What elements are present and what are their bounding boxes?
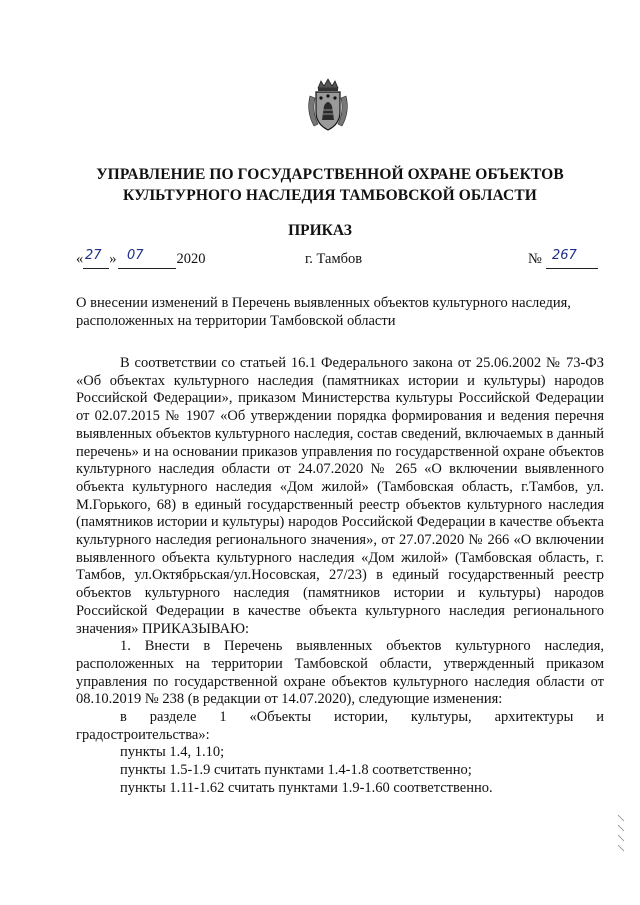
organization-name-line2: КУЛЬТУРНОГО НАСЛЕДИЯ ТАМБОВСКОЙ ОБЛАСТИ bbox=[123, 187, 537, 204]
document-number-underline bbox=[546, 268, 598, 269]
document-city: г. Тамбов bbox=[305, 251, 363, 267]
date-month-underline bbox=[118, 268, 176, 269]
subject-line1: О внесении изменений в Перечень выявленных объектов культурного наследия, bbox=[76, 295, 571, 311]
document-subject bbox=[76, 295, 604, 330]
date-year: 2020 bbox=[176, 251, 206, 267]
date-day-handwritten: 27 bbox=[85, 248, 102, 263]
document-type-title: ПРИКАЗ bbox=[288, 222, 352, 239]
body-paragraph-2: 1. Внести в Перечень выявленных объектов культурного наследия, расположенных на территории Тамбовской области, утвержденный приказом управления по государственной охране объектов культурного наследия области от 08.10.2019 № 238 (в редакции от 14.07.2020), следующие изменения: bbox=[76, 638, 604, 708]
document-number-label: № bbox=[528, 251, 542, 267]
date-month-handwritten: 07 bbox=[127, 248, 144, 263]
organization-name bbox=[60, 164, 600, 206]
body-paragraph-3: в разделе 1 «Объекты истории, культуры, архитектуры и градостроительства»: bbox=[76, 709, 604, 743]
body-paragraph-5: пункты 1.5-1.9 считать пунктами 1.4-1.8 соответственно; bbox=[120, 762, 472, 779]
body-paragraph-6: пункты 1.11-1.62 считать пунктами 1.9-1.60 соответственно. bbox=[120, 779, 493, 796]
scan-mark bbox=[614, 813, 628, 853]
date-quote-close: » bbox=[109, 251, 117, 267]
organization-name-line1: УПРАВЛЕНИЕ ПО ГОСУДАРСТВЕННОЙ ОХРАНЕ ОБЪЕКТОВ bbox=[96, 166, 564, 183]
subject-line2: расположенных на территории Тамбовской области bbox=[76, 312, 396, 329]
document-number-handwritten: 267 bbox=[552, 248, 577, 263]
tambov-coat-of-arms-icon bbox=[304, 78, 352, 134]
document-body bbox=[76, 355, 604, 798]
body-paragraph-1: В соответствии со статьей 16.1 Федерального закона от 25.06.2002 № 73-ФЗ «Об объектах культурного наследия (памятниках истории и культуры) народов Российской Федерации», приказом Министерства культуры Российской Федерации от 02.07.2015 № 1907 «Об утверждении порядка формирования и ведения перечня выявленных объектов культурного наследия, состав сведений, включаемых в данный перечень» и на основании приказов управления по государственной охране объектов культурного наследия области от 24.07.2020 № 265 «О включении выявленного объекта культурного наследия «Дом жилой» (Тамбовская область, г.Тамбов, ул. М.Горького, 68) в единый государственный реестр объектов культурного наследия (памятников истории и культуры) народов Российской Федерации в качестве объекта культурного наследия регионального значения», от 27.07.2020 № 266 «О включении выявленного объекта культурного наследия «Дом жилой» (Тамбовская область, г. Тамбов, ул.Октябрьская/ул.Носовская, 27/23) в единый государственный реестр объектов культурного наследия (памятников истории и культуры) народов Российской Федерации в качестве объекта культурного наследия регионального значения» ПРИКАЗЫВАЮ: bbox=[76, 355, 604, 637]
date-quote-open: « bbox=[76, 251, 84, 267]
body-paragraph-4: пункты 1.4, 1.10; bbox=[120, 744, 225, 761]
date-day-underline bbox=[83, 268, 109, 269]
